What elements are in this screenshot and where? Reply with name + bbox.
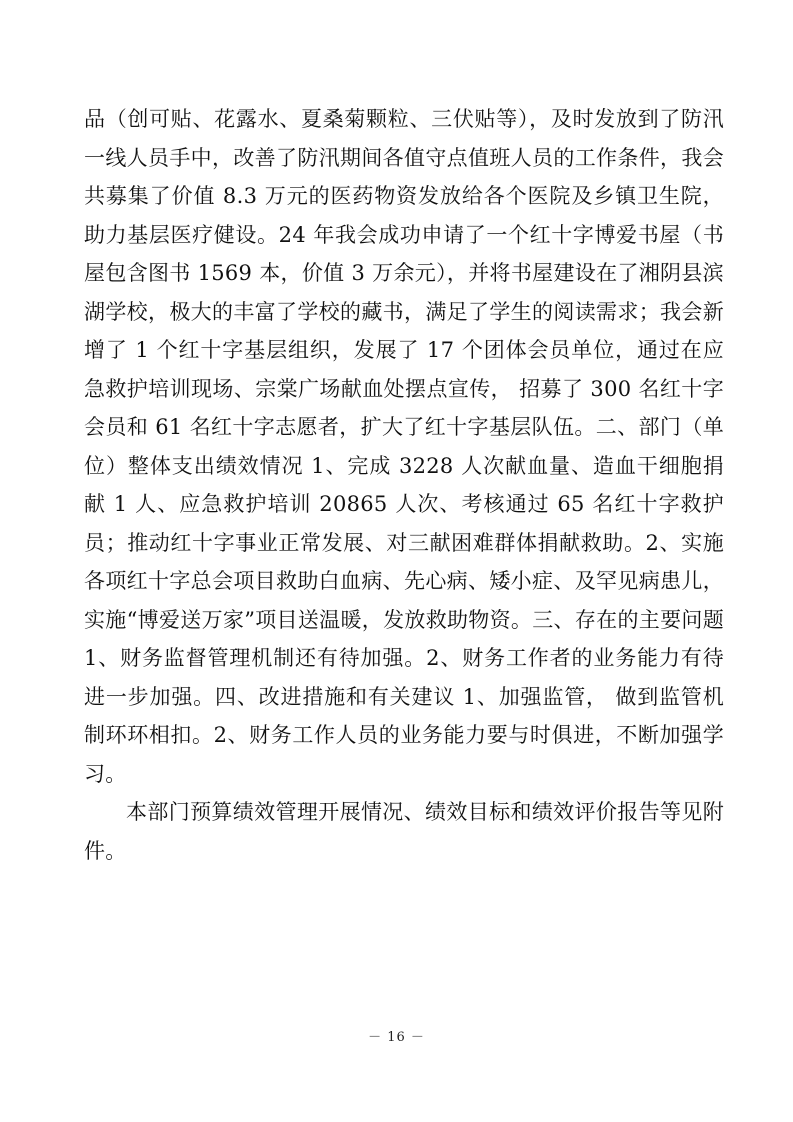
body-text [84, 100, 724, 870]
page-number: － 16 － [368, 1030, 425, 1045]
paragraph-1: 品（创可贴、花露水、夏桑菊颗粒、三伏贴等），及时发放到了防汛一线人员手中，改善了防汛期间各值守点值班人员的工作条件，我会共募集了价值 8.3 万元的医药物资发放给各个医院及乡镇卫生院，助力基层医疗健设。24 年我会成功申请了一个红十字博爱书屋（书屋包含图书 1569 本，价值 3 万余元），并将书屋建设在了湘阴县滨湖学校，极大的丰富了学校的藏书，满足了学生的阅读需求；我会新增了 1 个红十字基层组织，发展了 17 个团体会员单位，通过在应急救护培训现场、宗棠广场献血处摆点宣传， 招募了 300 名红十字会员和 61 名红十字志愿者，扩大了红十字基层队伍。二、部门（单位）整体支出绩效情况 1、完成 3228 人次献血量、造血干细胞捐献 1 人、应急救护培训 20865 人次、考核通过 65 名红十字救护员；推动红十字事业正常发展、对三献困难群体捐献救助。2、实施各项红十字总会项目救助白血病、先心病、矮小症、及罕见病患儿，实施“博爱送万家”项目送温暖，发放救助物资。三、存在的主要问题 1、财务监督管理机制还有待加强。2、财务工作者的业务能力有待进一步加强。四、改进措施和有关建议 1、加强监管， 做到监管机制环环相扣。2、财务工作人员的业务能力要与时俱进，不断加强学习。 [84, 107, 724, 786]
paragraph-2: 本部门预算绩效管理开展情况、绩效目标和绩效评价报告等见附件。 [84, 800, 724, 863]
